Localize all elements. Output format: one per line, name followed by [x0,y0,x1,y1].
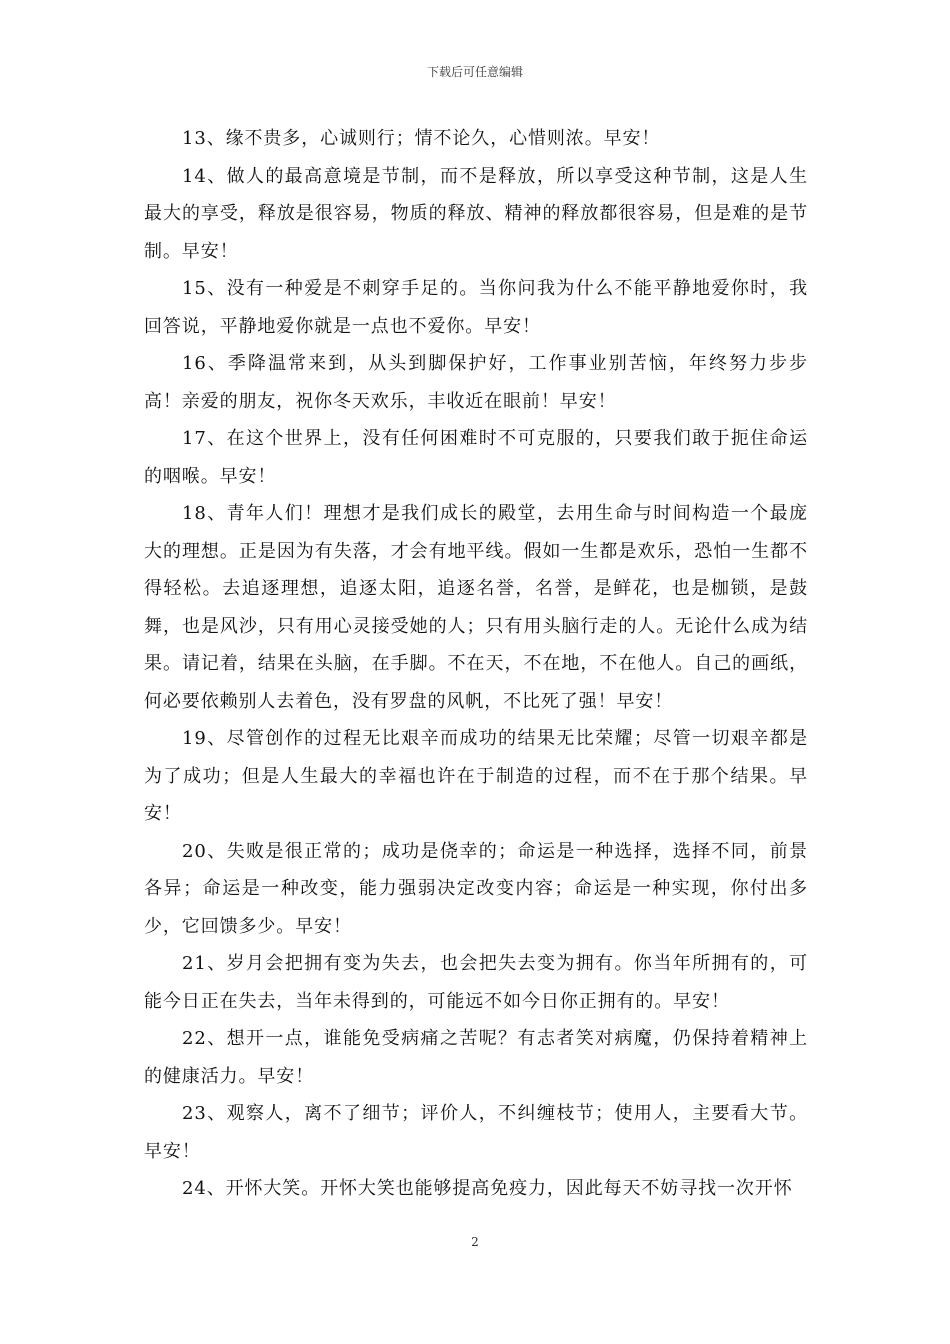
paragraph-17: 17、在这个世界上，没有任何困难时不可克服的，只要我们敢于扼住命运的咽喉。早安！ [144,428,808,487]
paragraph-20: 20、失败是很正常的；成功是侥幸的；命运是一种选择，选择不同，前景各异；命运是一种改变，能力强弱决定改变内容；命运是一种实现，你付出多少，它回馈多少。早安！ [144,840,808,937]
paragraph-18: 18、青年人们！理想才是我们成长的殿堂，去用生命与时间构造一个最庞大的理想。正是因为有失落，才会有地平线。假如一生都是欢乐，恐怕一生都不得轻松。去追逐理想，追逐太阳，追逐名誉，名誉，是鲜花，也是枷锁，是鼓舞，也是风沙，只有用心灵接受她的人；只有用头脑行走的人。无论什么成为结果。请记着，结果在头脑，在手脚。不在天，不在地，不在他人。自己的画纸，何必要依赖别人去着色，没有罗盘的风帆，不比死了强！早安！ [144,503,808,712]
document-body [144,120,808,1208]
paragraph-24: 24、开怀大笑。开怀大笑也能够提高免疫力，因此每天不妨寻找一次开怀 [182,1178,793,1199]
paragraph-21: 21、岁月会把拥有变为失去，也会把失去变为拥有。你当年所拥有的，可能今日正在失去，当年未得到的，可能远不如今日你正拥有的。早安！ [144,953,808,1012]
paragraph-13: 13、缘不贵多，心诚则行；情不论久，心惜则浓。早安！ [182,128,661,149]
page-number: 2 [471,1235,479,1249]
page-header: 下载后可任意编辑 [426,65,523,79]
paragraph-15: 15、没有一种爱是不刺穿手足的。当你问我为什么不能平静地爱你时，我回答说，平静地爱你就是一点也不爱你。早安！ [144,278,808,337]
paragraph-22: 22、想开一点，谁能免受病痛之苦呢？有志者笑对病魔，仍保持着精神上的健康活力。早安！ [144,1028,808,1087]
paragraph-19: 19、尽管创作的过程无比艰辛而成功的结果无比荣耀；尽管一切艰辛都是为了成功；但是人生最大的幸福也许在于制造的过程，而不在于那个结果。早安！ [144,728,808,824]
paragraph-16: 16、季降温常来到，从头到脚保护好，工作事业别苦恼，年终努力步步高！亲爱的朋友，祝你冬天欢乐，丰收近在眼前！早安！ [144,353,808,412]
paragraph-14: 14、做人的最高意境是节制，而不是释放，所以享受这种节制，这是人生最大的享受，释放是很容易，物质的释放、精神的释放都很容易，但是难的是节制。早安！ [144,165,808,262]
paragraph-23: 23、观察人，离不了细节；评价人，不纠缠枝节；使用人，主要看大节。早安！ [144,1103,808,1162]
